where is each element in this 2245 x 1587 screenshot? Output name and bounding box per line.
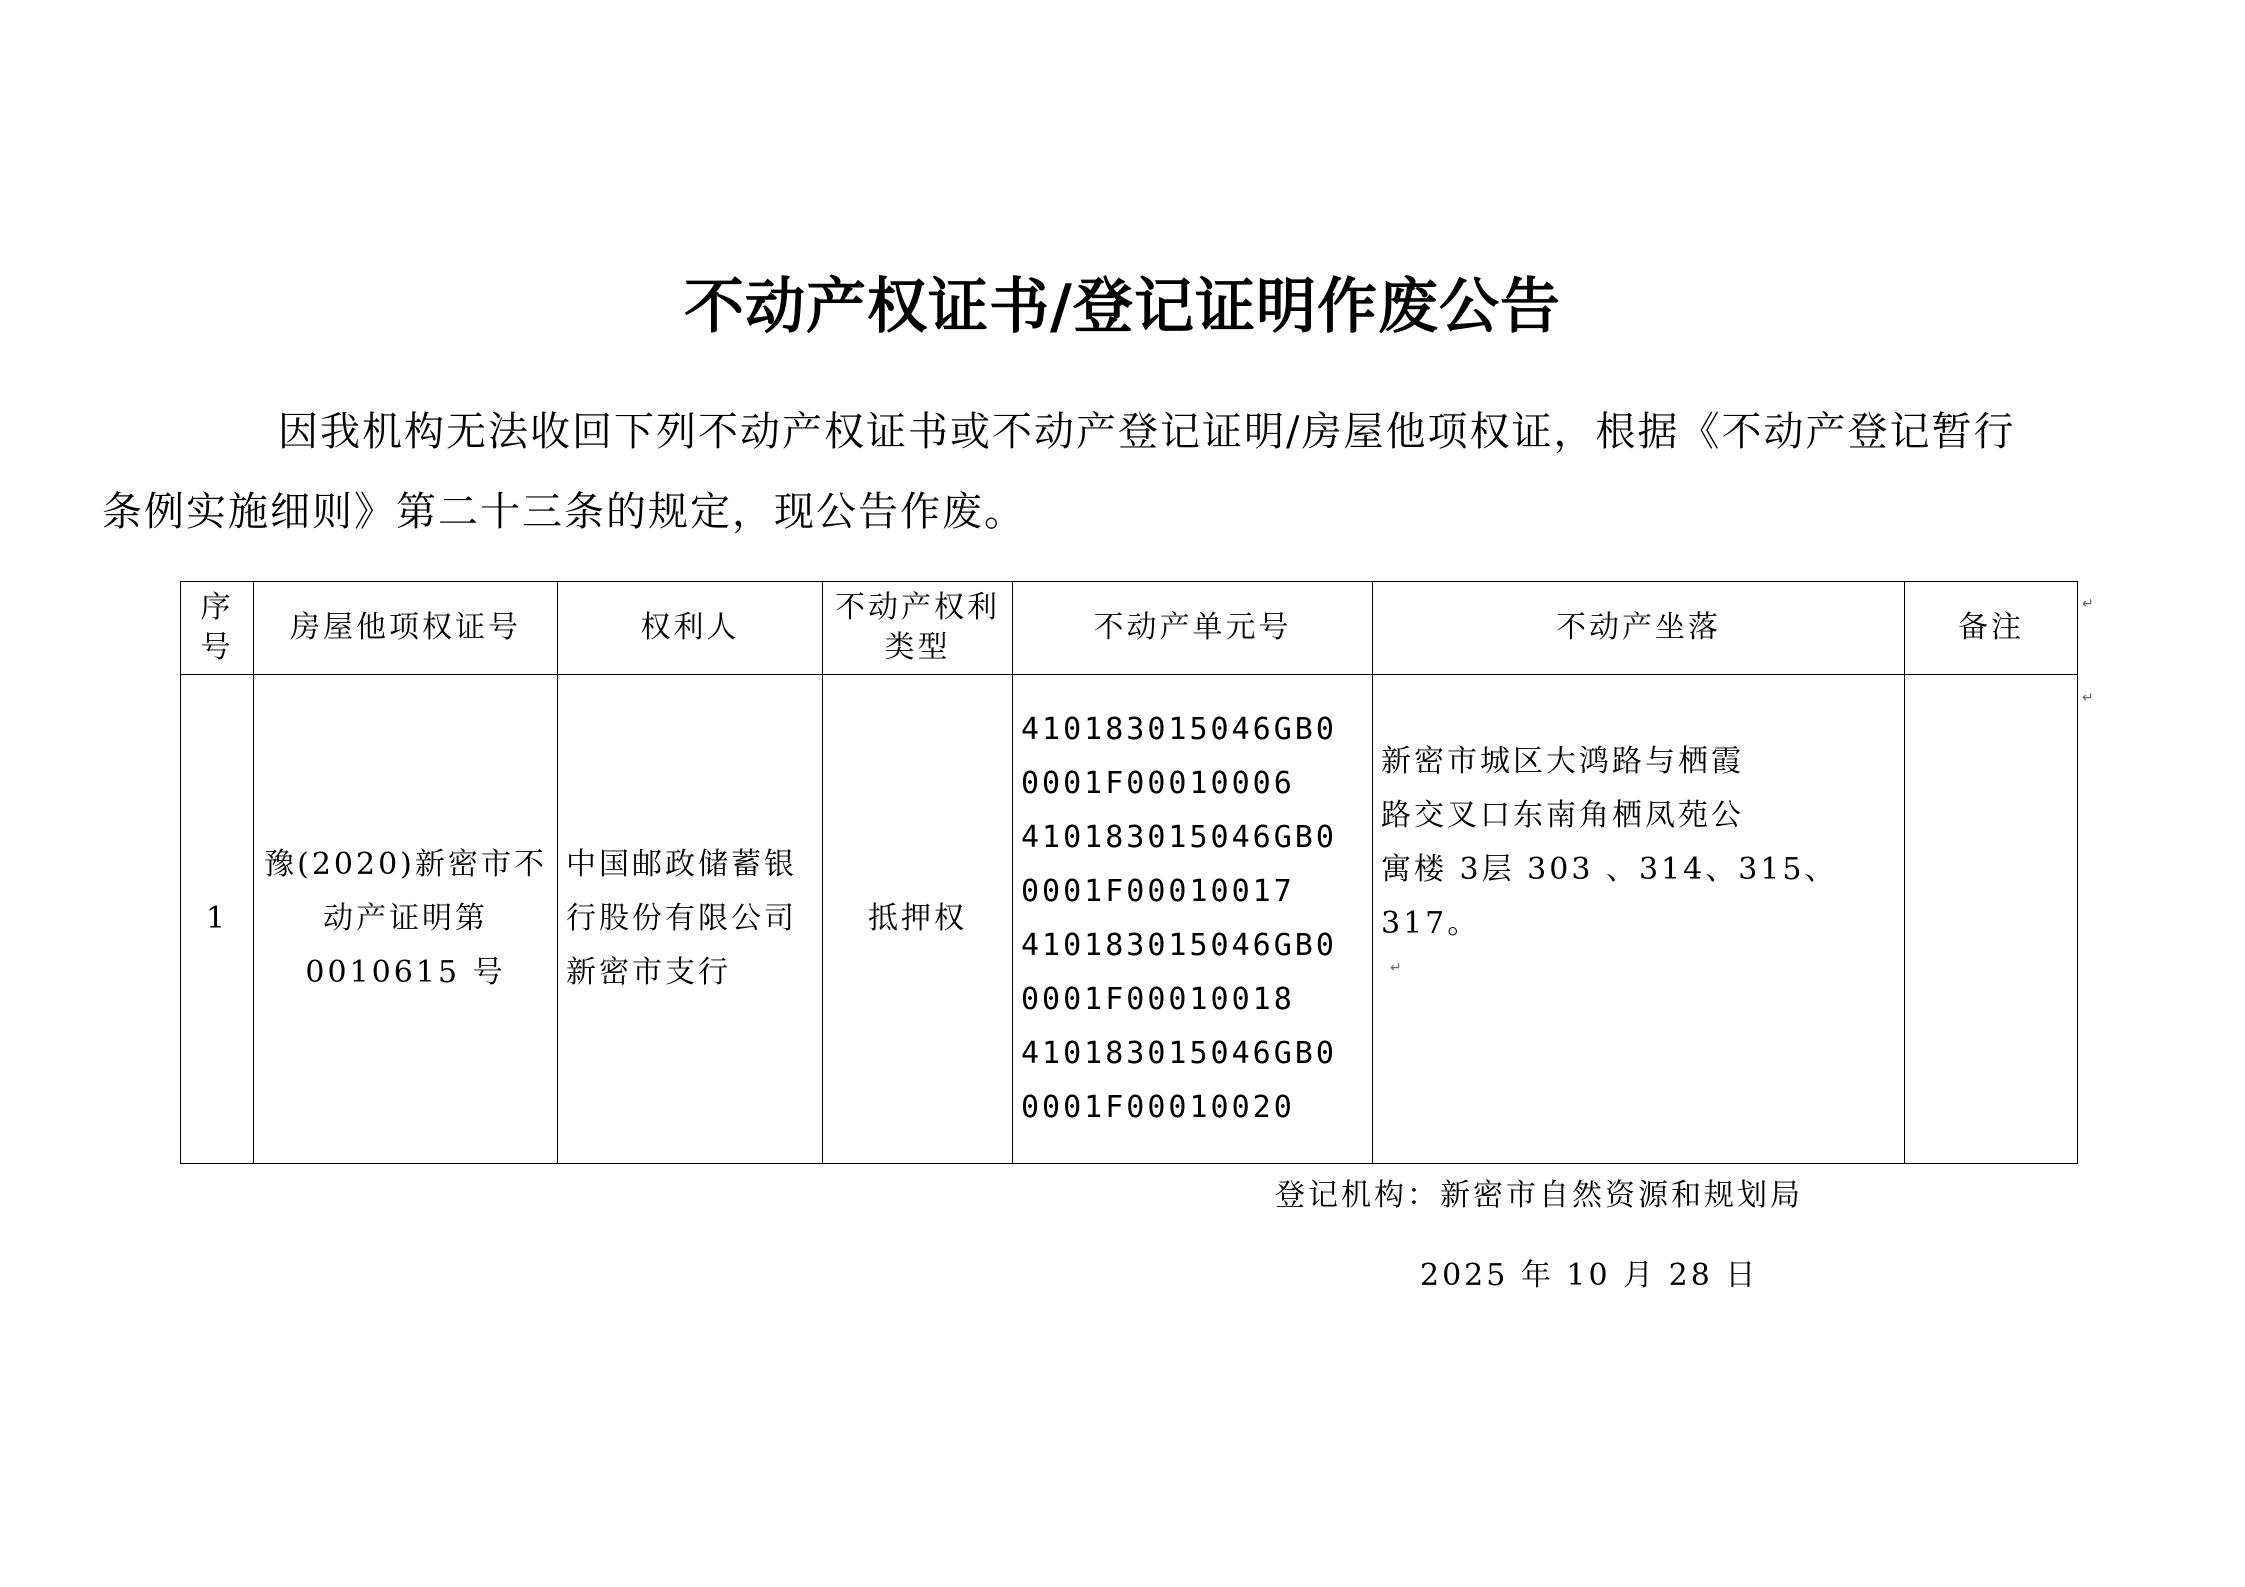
paragraph-mark-icon: ↵	[2082, 690, 2094, 706]
notice-date: 2025 年 10 月 28 日	[1420, 1258, 1759, 1293]
paragraph-mark-icon: ↵	[2082, 596, 2094, 612]
notice-paragraph	[102, 392, 2060, 552]
table-header-row	[181, 582, 2078, 675]
cell-seq: 1	[181, 675, 254, 1164]
cell-location: 新密市城区大鸿路与栖霞 路交叉口东南角栖凤苑公 寓楼 3层 303 、314、315、 317。	[1373, 675, 1905, 1164]
header-holder: 权利人	[558, 582, 823, 675]
header-cert-no: 房屋他项权证号	[254, 582, 558, 675]
paragraph-line-1: 因我机构无法收回下列不动产权证书或不动产登记证明/房屋他项权证，根据《不动产登记暂行	[278, 409, 2016, 455]
registration-authority: 登记机构：新密市自然资源和规划局	[1275, 1178, 1803, 1213]
voided-certificates-table	[180, 581, 2078, 1164]
header-right-type: 不动产权利 类型	[823, 582, 1013, 675]
paragraph-line-2: 条例实施细则》第二十三条的规定，现公告作废。	[102, 489, 1026, 535]
cell-right-type: 抵押权	[823, 675, 1013, 1164]
page-title: 不动产权证书/登记证明作废公告	[684, 272, 1561, 342]
header-unit-no: 不动产单元号	[1013, 582, 1373, 675]
paragraph-mark-icon: ↵	[1390, 960, 1402, 976]
cell-holder: 中国邮政储蓄银 行股份有限公司 新密市支行	[558, 675, 823, 1164]
cell-unit-no: 410183015046GB0 0001F00010006 410183015046GB0 0001F00010017 410183015046GB0 0001F00010018 410183015046GB0 0001F00010020	[1013, 675, 1373, 1164]
table-row	[181, 675, 2078, 1164]
header-seq: 序 号	[181, 582, 254, 675]
cell-cert-no: 豫(2020)新密市不 动产证明第 0010615 号	[254, 675, 558, 1164]
header-location: 不动产坐落	[1373, 582, 1905, 675]
header-remark: 备注	[1905, 582, 2078, 675]
cell-remark	[1905, 675, 2078, 1164]
